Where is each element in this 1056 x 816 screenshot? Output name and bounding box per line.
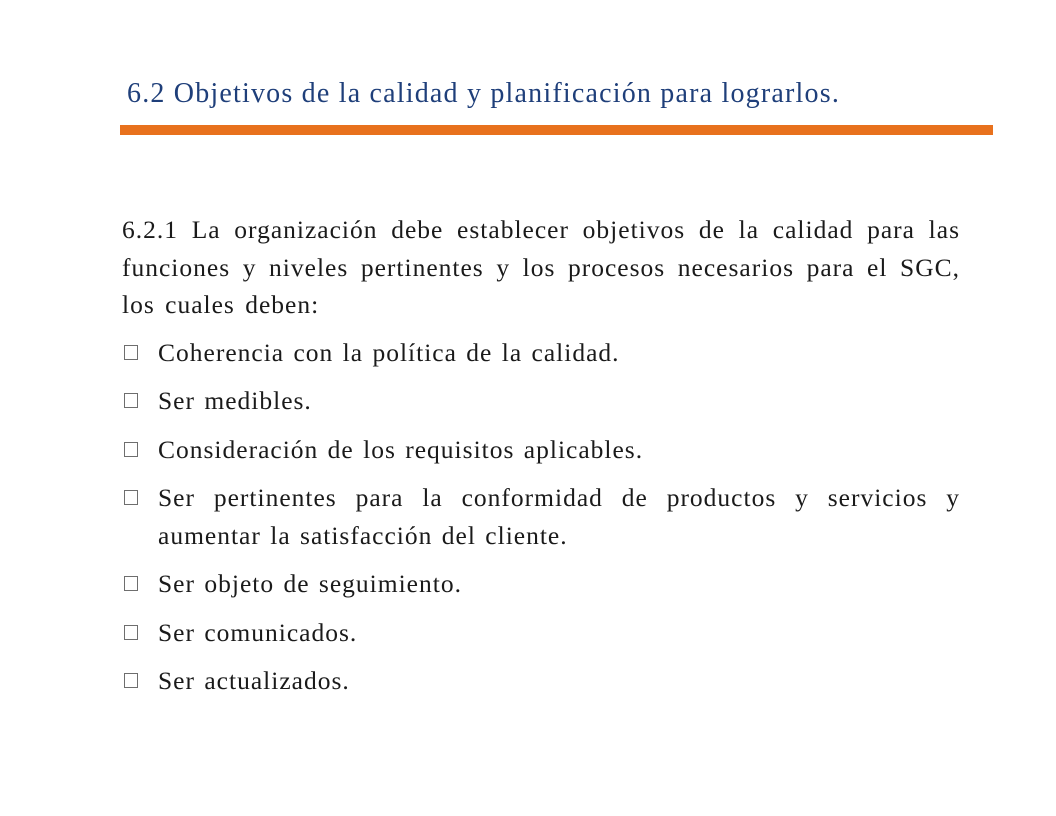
list-item <box>122 431 960 469</box>
list-item <box>122 334 960 372</box>
list-item-text: Ser actualizados. <box>158 666 350 695</box>
square-bullet-icon <box>124 625 138 640</box>
square-bullet-icon <box>124 576 138 591</box>
list-item-text: Ser comunicados. <box>158 617 358 647</box>
list-item-text: Ser pertinentes para la conformidad de productos y servicios y aumentar la satisfacción del cliente. <box>158 483 960 550</box>
objectives-list <box>122 334 960 700</box>
square-bullet-icon <box>124 442 138 457</box>
list-item <box>122 479 960 554</box>
square-bullet-icon <box>124 490 138 505</box>
title-underline-bar <box>120 125 993 135</box>
square-bullet-icon <box>124 345 138 360</box>
list-item <box>122 382 960 420</box>
list-item-text: Coherencia con la política de la calidad. <box>158 337 620 367</box>
intro-paragraph: 6.2.1 La organización debe establecer objetivos de la calidad para las funciones y niveles pertinentes y los procesos necesarios para el SGC, los cuales deben: <box>122 215 960 319</box>
list-item-text: Ser medibles. <box>158 386 312 415</box>
list-item-text: Ser objeto de seguimiento. <box>158 569 462 598</box>
square-bullet-icon <box>124 673 138 688</box>
list-item <box>122 662 960 700</box>
slide-title: 6.2 Objetivos de la calidad y planificación para lograrlos. <box>127 78 841 109</box>
list-item <box>122 565 960 603</box>
list-item <box>122 614 960 652</box>
square-bullet-icon <box>124 393 138 408</box>
list-item-text: Consideración de los requisitos aplicables. <box>158 434 644 464</box>
slide-body <box>122 211 960 711</box>
